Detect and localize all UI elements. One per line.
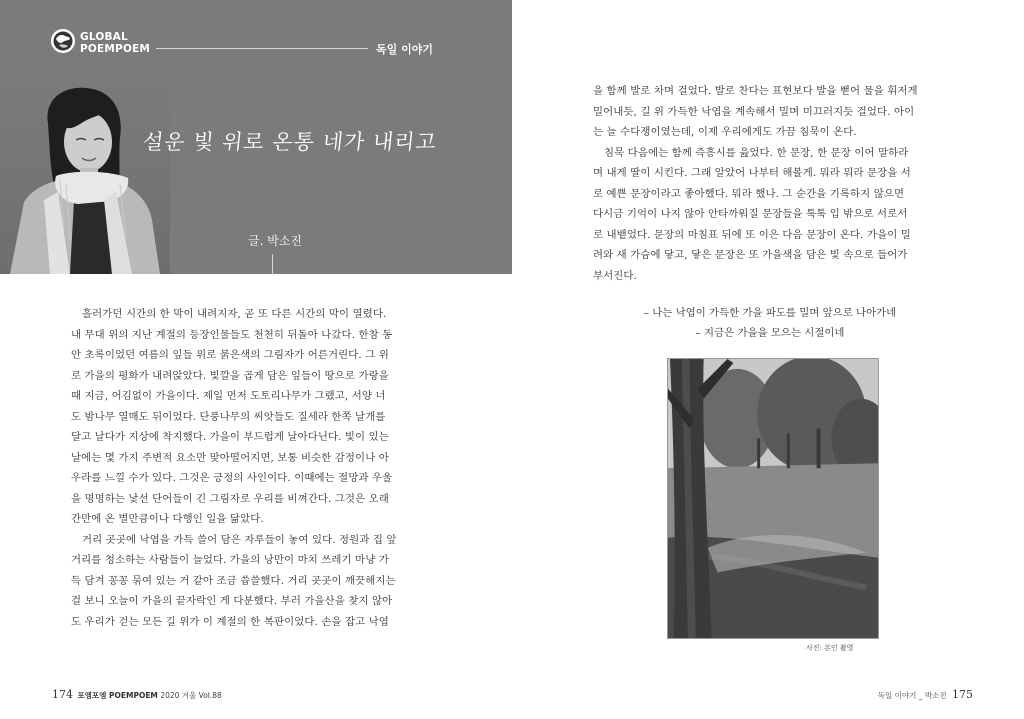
body-line: 내 무대 위의 지난 계절의 등장인물들도 천천히 뒤돌아 나갔다. 한참 동 xyxy=(71,328,393,341)
body-line: 득 담겨 꽁꽁 묶여 있는 거 같아 조금 씁쓸했다. 거리 곳곳이 깨끗해지는 xyxy=(71,574,396,587)
body-line: 며 내게 딸이 시킨다. 그래 알았어 나부터 해볼게. 뭐라 뭐라 문장을 서 xyxy=(593,167,911,179)
verse-line: – 나는 낙엽이 가득한 가을 파도를 밀며 앞으로 나아가네 xyxy=(643,307,897,319)
author-portrait xyxy=(0,80,170,274)
body-line: 때 지금, 어김없이 가을이다. 제일 먼저 도토리나무가 그랬고, 서양 너 xyxy=(71,390,386,402)
byline: 글. 박소진 xyxy=(248,234,302,248)
body-line: 로 내뱉었다. 문장의 마침표 뒤에 또 이은 다음 문장이 온다. 가을이 밀 xyxy=(593,228,911,241)
left-body-text xyxy=(71,304,431,632)
poem-verse xyxy=(590,303,950,343)
body-line: 을 명명하는 낯선 단어들이 긴 그림자로 우리를 비껴간다. 그것은 오래 xyxy=(71,492,389,505)
body-line: 도 우리가 걷는 모든 길 위가 이 계절의 한 복판이었다. 손을 잡고 낙엽 xyxy=(71,615,389,628)
brand-logo-text xyxy=(80,31,150,55)
byline-rule xyxy=(272,254,273,274)
running-head: 독일 이야기 _ 박소진 xyxy=(877,691,947,700)
body-line: 거리 곳곳에 낙엽을 가득 쓸어 담은 자루들이 놓여 있다. 정원과 집 앞 xyxy=(82,533,397,546)
photo-credit: 사진: 본인 촬영 xyxy=(806,644,854,652)
body-line: 부서진다. xyxy=(593,269,637,282)
body-line: 흘러가던 시간의 한 막이 내려지자, 곧 또 다른 시간의 막이 열렸다. xyxy=(82,308,387,320)
brand-line-1: GLOBAL xyxy=(80,31,128,43)
body-line: 로 가을의 평화가 내려앉았다. 빛깔을 곱게 담은 잎들이 땅으로 가랑을 xyxy=(71,369,389,382)
header-banner xyxy=(0,0,512,274)
body-line: 다시금 기억이 나지 않아 안타까워질 문장들을 툭툭 입 밖으로 서로서 xyxy=(593,208,908,220)
article-title: 설운 빛 위로 온통 네가 내리고 xyxy=(141,130,439,154)
issue-info: 2020 겨울 Vol.88 xyxy=(160,691,222,700)
verse-line: – 지금은 가을을 모으는 시절이네 xyxy=(695,327,845,339)
magazine-name: 포엠포엠 POEMPOEM xyxy=(77,691,158,700)
body-line: 간만에 온 별만큼이나 다행인 일을 닮았다. xyxy=(71,513,264,525)
body-line: 걸 보니 오늘이 가을의 끝자락인 게 다분했다. 부러 가을산을 찾지 않아 xyxy=(71,595,393,607)
brand-line-2: POEMPOEM xyxy=(80,43,151,55)
right-body-text xyxy=(593,81,953,286)
page-number-right: 175 xyxy=(952,688,973,701)
body-line: 달고 날다가 지상에 착지했다. 가을이 부드럽게 날아다닌다. 빛이 있는 xyxy=(71,431,389,443)
body-line: 을 함께 발로 차며 걸었다. 발로 찬다는 표현보다 발을 뻗어 물을 휘저게 xyxy=(593,85,918,97)
body-line: 로 예쁜 문장이라고 좋아했다. 뭐라 했나. 그 순간을 기록하지 않으면 xyxy=(593,187,905,200)
body-line: 안 초록이었던 여름의 잎들 위로 붉은색의 그림자가 어른거린다. 그 위 xyxy=(71,349,389,361)
autumn-park-photo xyxy=(667,358,879,639)
header-rule xyxy=(156,48,368,49)
body-line: 거리를 청소하는 사람들이 늘었다. 가을의 낭만이 마치 쓰레기 마냥 가 xyxy=(71,554,389,566)
globe-logo-icon xyxy=(50,28,76,54)
section-label: 독일 이야기 xyxy=(376,43,433,56)
body-line: 는 늘 수다쟁이였는데, 이제 우리에게도 가끔 침묵이 온다. xyxy=(593,126,857,138)
body-line: 려와 새 가슴에 닿고, 닿은 문장은 또 가을색을 담은 빛 속으로 들어가 xyxy=(593,249,908,261)
footer-right xyxy=(878,688,973,701)
body-line: 우라를 느낄 수가 있다. 그것은 긍정의 사인이다. 이때에는 절망과 우울 xyxy=(71,472,393,484)
page-number-left: 174 xyxy=(52,688,73,701)
body-line: 밀어내듯, 길 위 가득한 낙엽을 계속해서 밀며 미끄러지듯 걸었다. 아이 xyxy=(593,105,915,118)
body-line: 침묵 다음에는 함께 즉흥시를 읊었다. 한 문장, 한 문장 이어 말하라 xyxy=(604,146,909,159)
body-line: 도 밤나무 열매도 뒤이었다. 단풍나무의 씨앗들도 질세라 한쪽 날개를 xyxy=(71,410,386,423)
footer-left xyxy=(52,688,222,701)
body-line: 날에는 몇 가지 주변적 요소만 맞아떨어지면, 보통 비슷한 감정이나 아 xyxy=(71,451,389,464)
